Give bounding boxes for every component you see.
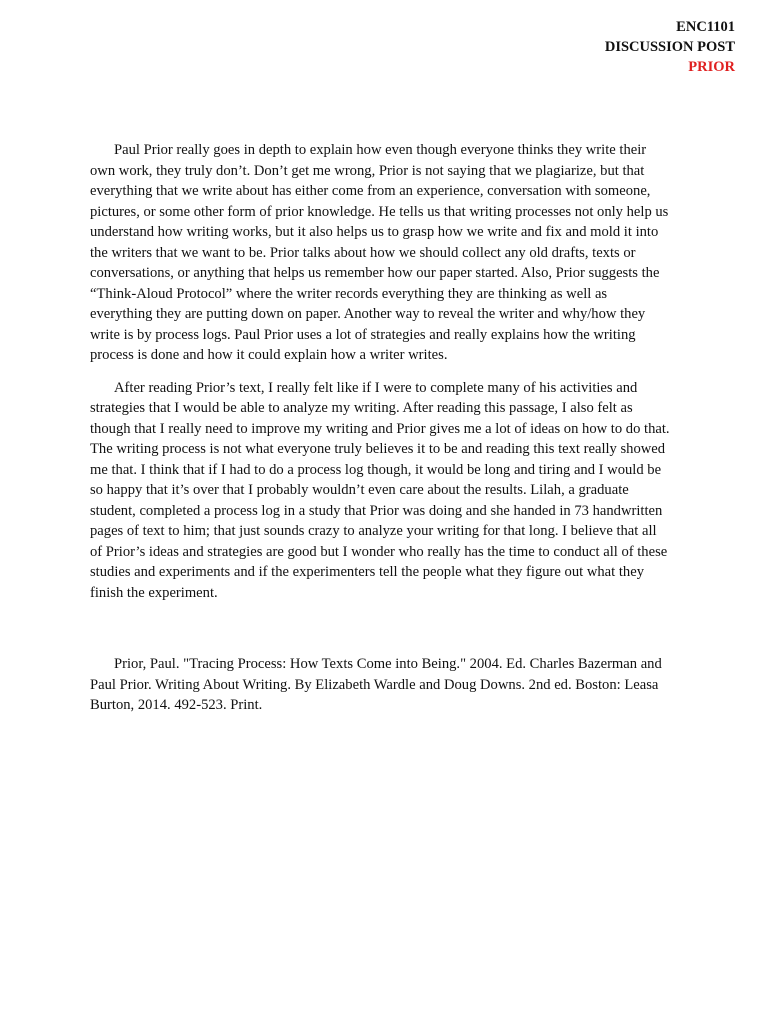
paragraph-summary: Paul Prior really goes in depth to explain how even though everyone thinks they write their own work, they truly don’t. Don’t get me wrong, Prior is not saying that we plagiarize, but that everything that we write about has either come from an experience, conversation with someone, pictures, or some other form of prior knowledge. He tells us that writing processes not only help us understand how writing works, but it also helps us to grasp how we write and fix and mold it into the writers that we want to be. Prior talks about how we should collect any old drafts, texts or conversations, or anything that helps us remember how our paper started. Also, Prior suggests the “Think-Aloud Protocol” where the writer records everything they are thinking as well as everything they are putting down on paper. Another way to reveal the writer and why/how they write is by process logs. Paul Prior uses a lot of strategies and really explains how the writing process is done and how it could explain how a writer writes. — [90, 142, 669, 363]
paragraph-reflection: After reading Prior’s text, I really felt like if I were to complete many of his activities and strategies that I would be able to analyze my writing. After reading this passage, I also felt as though that I really need to improve my writing and Prior gives me a lot of ideas on how to do that. The writing process is not what everyone truly believes it to be and reading this text really showed me that. I think that if I had to do a process log though, it would be long and tiring and I would be so happy that it’s over that I probably wouldn’t even care about the results. Lilah, a graduate student, completed a process log in a study that Prior was doing and she handed in 73 handwritten pages of text to him; that just sounds crazy to analyze your writing for that long. I believe that all of Prior’s ideas and strategies are good but I wonder who really has the time to conduct all of these studies and experiments and if the experimenters tell the people what they figure out what they finish the experiment. — [90, 379, 670, 601]
works-cited-entry: Prior, Paul. "Tracing Process: How Texts Come into Being." 2004. Ed. Charles Bazerman and Paul Prior. Writing About Writing. By Elizabeth Wardle and Doug Downs. 2nd ed. Boston: Leasa Burton, 2014. 492-523. Print. — [90, 656, 662, 713]
course-code: ENC1101 — [676, 19, 735, 35]
document-body — [90, 140, 672, 603]
header-block — [605, 17, 735, 77]
assignment-title: DISCUSSION POST — [604, 39, 735, 55]
topic-title: PRIOR — [688, 59, 735, 75]
